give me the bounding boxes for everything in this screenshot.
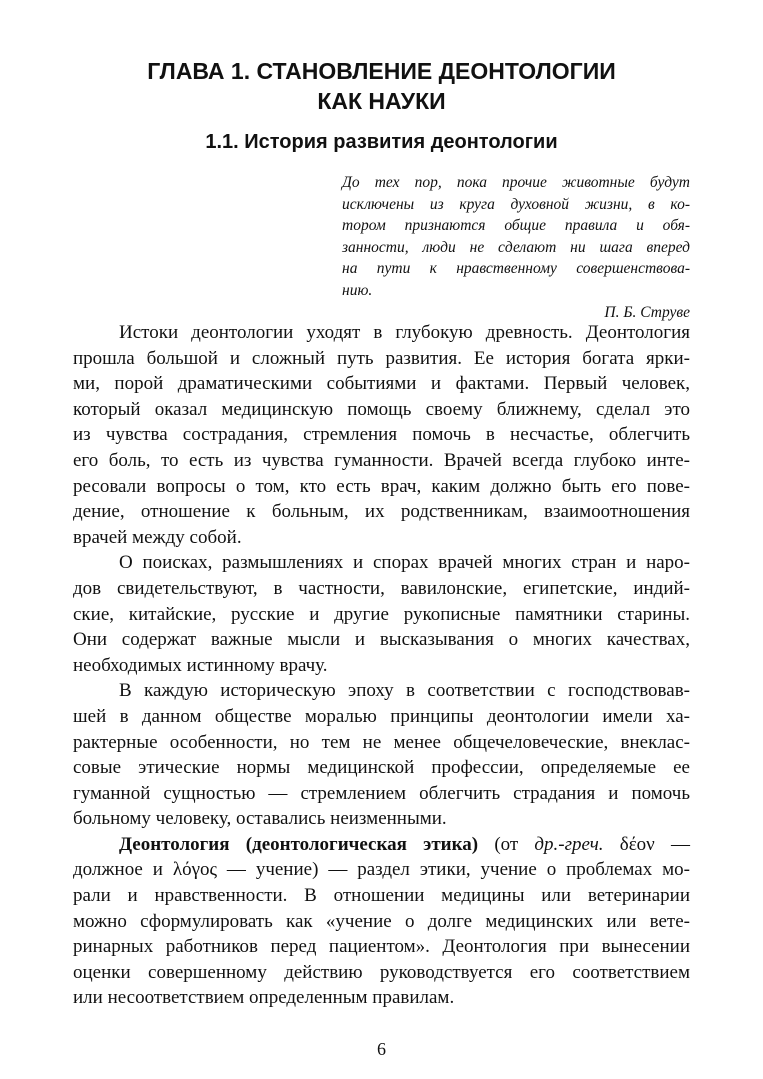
text-line: рактерные особенности, но тем не менее общечеловеческие, внеклас- [73, 731, 690, 753]
chapter-title-line-1: ГЛАВА 1. СТАНОВЛЕНИЕ ДЕОНТОЛОГИИ [147, 58, 616, 84]
paragraph-4 [73, 832, 690, 1011]
text-line: должное и λόγος — учение) — раздел этики, учение о проблемах мо- [73, 859, 690, 881]
body-text [73, 320, 690, 1011]
text-fragment: (от [478, 833, 535, 855]
text-line: Они содержат важные мысли и высказывания о многих качествах, [73, 629, 690, 651]
text-line: необходимых истинному врачу. [73, 654, 328, 676]
text-line: В каждую историческую эпоху в соответствии с господствовав- [119, 680, 690, 702]
text-line: прошла большой и сложный путь развития. Ее история богата ярки- [73, 347, 690, 369]
chapter-title-line-2: КАК НАУКИ [317, 88, 446, 114]
text-line: совые этические нормы медицинской профессии, определяемые ее [73, 757, 690, 779]
text-line: можно сформулировать как «учение о долге медицинских или вете- [73, 910, 690, 932]
text-line: больному человеку, оставались неизменными. [73, 808, 447, 830]
section-title: 1.1. История развития деонтологии [205, 131, 558, 153]
text-line: или несоответствием определенным правилам. [73, 987, 455, 1009]
text-line: Истоки деонтологии уходят в глубокую древность. Деонтология [119, 322, 690, 343]
epigraph-line: исключены из круга духовной жизни, в ко- [342, 195, 690, 213]
text-line: ские, китайские, русские и другие рукописные памятники старины. [73, 603, 690, 625]
text-line: рали и нравственности. В отношении медицины или ветеринарии [73, 885, 690, 907]
text-line: ринарных работников перед пациентом». Деонтология при вынесении [73, 936, 690, 958]
text-line: гуманной сущностью — стремлением облегчить страдания и помочь [73, 782, 690, 804]
text-line: оценки совершенному действию руководствуется его соответствием [73, 961, 690, 983]
definition-term: Деонтология (деонтологическая этика) [119, 833, 479, 855]
text-line: дов свидетельствуют, в частности, вавилонские, египетские, индий- [73, 577, 690, 599]
epigraph-line: занности, люди не сделают ни шага вперед [342, 238, 690, 256]
epigraph [342, 172, 690, 324]
paragraph-2 [73, 550, 690, 678]
epigraph-line: До тех пор, пока прочие животные будут [342, 174, 690, 191]
text-line: ми, порой драматическими событиями и фактами. Первый человек, [73, 373, 690, 395]
text-line: его боль, то есть из чувства гуманности. Врачей всегда глубоко инте- [73, 449, 690, 471]
epigraph-line: нию. [342, 281, 373, 299]
text-line [73, 832, 690, 858]
text-line: шей в данном обществе моралью принципы деонтологии имели ха- [73, 705, 690, 727]
paragraph-3 [73, 678, 690, 832]
text-line: О поисках, размышлениях и спорах врачей многих стран и наро- [119, 552, 690, 574]
language-abbrev: др.-греч. [534, 833, 604, 855]
epigraph-line: на пути к нравственному совершенствова- [342, 260, 690, 277]
paragraph-1 [73, 320, 690, 550]
text-line: дение, отношение к больным, их родственникам, взаимоотношения [73, 501, 690, 523]
chapter-title [60, 56, 703, 116]
text-line: врачей между собой. [73, 526, 242, 548]
epigraph-line: тором признаются общие правила и обя- [342, 217, 690, 234]
text-fragment: δέον — [603, 833, 690, 855]
epigraph-author: П. Б. Струве [604, 304, 690, 321]
page-number: 6 [377, 1039, 386, 1059]
text-line: ресовали вопросы о том, кто есть врач, каким должно быть его пове- [73, 475, 690, 497]
text-line: который оказал медицинскую помощь своему ближнему, сделал это [73, 398, 690, 420]
text-line: из чувства сострадания, стремления помочь в несчастье, облегчить [73, 424, 690, 446]
